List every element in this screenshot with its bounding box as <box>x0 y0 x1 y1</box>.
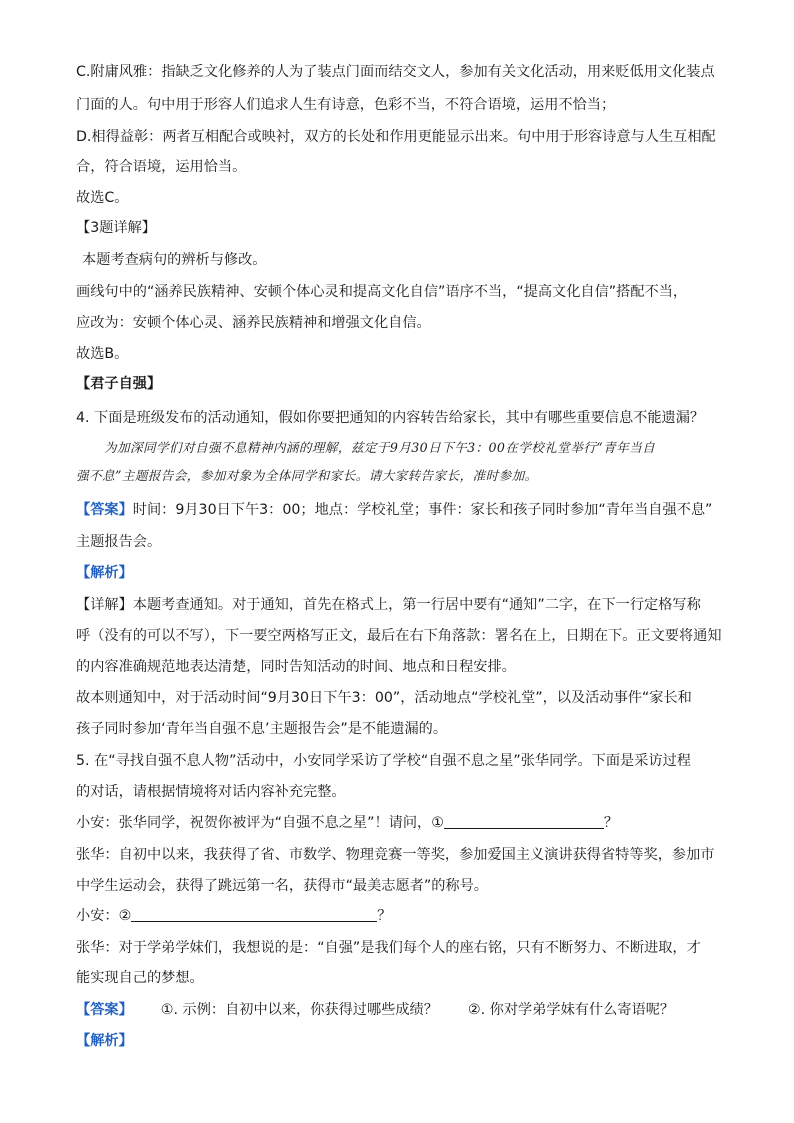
section-heading: 【3题详解】 <box>76 220 156 236</box>
text-line: 【详解】本题考查通知。对于通知，首先在格式上，第一行居中要有“通知”二字，在下一行定格写称 <box>76 597 701 613</box>
answer-text: 时间：9月30日下午3：00；地点：学校礼堂；事件：家长和孩子同时参加“青年当自强不息” <box>132 502 713 518</box>
text-line: 合，符合语境，运用恰当。 <box>76 159 247 175</box>
text-line: 呼（没有的可以不写），下一要空两格写正文，最后在右下角落款：署名在上，日期在下。正文要将通知 <box>76 628 722 644</box>
text-line: 主题报告会。 <box>76 534 162 550</box>
dialogue-line: 中学生运动会，获得了跳远第一名，获得市“最美志愿者”的称号。 <box>76 878 488 894</box>
notice-quote: 为加深同学们对自强不息精神内涵的理解，兹定于9月30日下午3：00在学校礼堂举行“青年当自 <box>104 440 656 455</box>
text-line: 故本则通知中，对于活动时间“9月30日下午3：00”，活动地点“学校礼堂”，以及活动事件“家长和 <box>76 690 692 706</box>
text-line: 孩子同时参加‘青年当自强不息’主题报告会”是不能遗漏的。 <box>76 721 448 737</box>
answer-item-1: ①. 示例：自初中以来，你获得过哪些成绩？ <box>160 1002 438 1018</box>
section-title: 【君子自强】 <box>76 376 162 392</box>
text-line: 画线句中的“涵养民族精神、安顿个体心灵和提高文化自信”语序不当，“提高文化自信”搭配不当， <box>76 284 688 300</box>
answer-item-2: ②. 你对学弟学妹有什么寄语呢？ <box>467 1002 675 1018</box>
answer-label: 【答案】 <box>76 1002 133 1018</box>
analysis-label: 【解析】 <box>76 565 133 581</box>
answer-line <box>76 500 712 520</box>
question-5: 5. 在“寻找自强不息人物”活动中，小安同学采访了学校“自强不息之星”张华同学。下面是采访过程 <box>76 753 691 769</box>
text-line: 故选C。 <box>76 190 129 206</box>
text-line: 的内容准确规范地表达清楚，同时告知活动的时间、地点和日程安排。 <box>76 659 516 675</box>
dialogue-line: 小安：② ？ <box>76 908 392 924</box>
dialogue-line: 张华：对于学弟学妹们，我想说的是：“自强”是我们每个人的座右铭，只有不断努力、不断进取，才 <box>76 940 701 956</box>
text-line: 本题考查病句的辨析与修改。 <box>82 252 267 268</box>
text-line: 的对话，请根据情境将对话内容补充完整。 <box>76 784 346 800</box>
question-4: 4. 下面是班级发布的活动通知，假如你要把通知的内容转告给家长，其中有哪些重要信息不能遗漏？ <box>76 410 705 426</box>
text-line: C.附庸风雅：指缺乏文化修养的人为了装点门面而结交文人，参加有关文化活动，用来贬低用文化装点 <box>76 64 715 80</box>
dialogue-line: 张华：自初中以来，我获得了省、市数学、物理竞赛一等奖，参加爱国主义演讲获得省特等奖，参加市 <box>76 847 715 863</box>
text-line: 门面的人。句中用于形容人们追求人生有诗意，色彩不当，不符合语境，运用不恰当； <box>76 97 616 113</box>
answer-line <box>76 1000 674 1020</box>
answer-blank-2 <box>131 907 377 922</box>
text-line: 应改为：安顿个体心灵、涵养民族精神和增强文化自信。 <box>76 315 431 331</box>
answer-blank-1 <box>444 814 604 829</box>
text-line: D.相得益彰：两者互相配合或映衬，双方的长处和作用更能显示出来。句中用于形容诗意与人生互相配 <box>76 129 716 145</box>
dialogue-line: 能实现自己的梦想。 <box>76 970 204 986</box>
answer-label: 【答案】 <box>76 502 133 518</box>
analysis-label: 【解析】 <box>76 1033 133 1049</box>
notice-quote: 强不息”主题报告会，参加对象为全体同学和家长。请大家转告家长，准时参加。 <box>76 468 538 483</box>
text-line: 故选B。 <box>76 346 129 362</box>
dialogue-line: 小安：张华同学，祝贺你被评为“自强不息之星”！请问，① ？ <box>76 815 619 831</box>
